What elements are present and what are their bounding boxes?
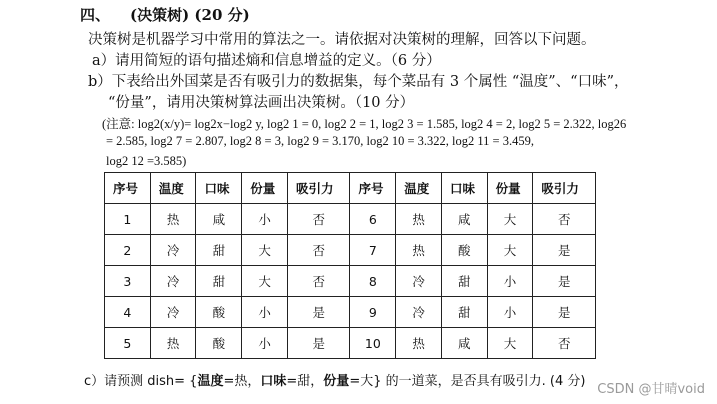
header-cell: 吸引力 (287, 173, 350, 204)
table-cell: 小 (242, 328, 288, 359)
question-b-line1: b）下表给出外国菜是否有吸引力的数据集，每个菜品有 3 个属性 “温度”、“口味”， (88, 74, 629, 90)
table-row (105, 204, 596, 235)
table-cell: 甜 (441, 266, 487, 297)
table-cell: 6 (350, 204, 396, 235)
table-cell: 冷 (150, 266, 196, 297)
header-cell: 口味 (441, 173, 487, 204)
table-row (105, 235, 596, 266)
section-heading (80, 4, 250, 25)
table-cell: 是 (287, 328, 350, 359)
header-cell: 序号 (350, 173, 396, 204)
table-cell: 否 (533, 328, 596, 359)
table-cell: 小 (487, 266, 533, 297)
value-taste: =甜， (286, 374, 324, 389)
table-header-row (105, 173, 596, 204)
table-cell: 大 (487, 328, 533, 359)
header-cell: 吸引力 (533, 173, 596, 204)
dataset-table (104, 172, 596, 359)
table-cell: 4 (105, 297, 151, 328)
table-cell: 大 (242, 235, 288, 266)
table-cell: 5 (105, 328, 151, 359)
table-cell: 是 (533, 266, 596, 297)
table-cell: 冷 (396, 266, 442, 297)
header-cell: 序号 (105, 173, 151, 204)
table-cell: 甜 (196, 266, 242, 297)
question-b-line2: “份量”，请用决策树算法画出决策树。（10 分） (108, 95, 415, 111)
table-cell: 冷 (150, 235, 196, 266)
table-cell: 热 (150, 328, 196, 359)
note-line1: (注意: log2(x/y)= log2x−log2 y, log2 1 = 0, log2 2 = 1, log2 3 = 1.585, log2 4 = 2, log2 5 = 2.322, log26 (102, 117, 627, 131)
table-row (105, 297, 596, 328)
question-c (84, 370, 585, 389)
attr-temperature: 温度 (197, 374, 224, 389)
attr-portion: 份量 (323, 374, 350, 389)
table-cell: 小 (242, 204, 288, 235)
table-cell: 大 (487, 204, 533, 235)
attr-taste: 口味 (260, 374, 287, 389)
table-row (105, 266, 596, 297)
header-cell: 温度 (150, 173, 196, 204)
table-cell: 热 (150, 204, 196, 235)
table-cell: 是 (287, 297, 350, 328)
table-cell: 3 (105, 266, 151, 297)
table-cell: 9 (350, 297, 396, 328)
table-cell: 酸 (441, 235, 487, 266)
question-a: a）请用简短的语句描述熵和信息增益的定义。（6 分） (92, 53, 441, 69)
table-cell: 否 (287, 235, 350, 266)
question-c-prefix: c）请预测 dish= { (84, 374, 198, 389)
value-temperature: =热， (223, 374, 261, 389)
header-cell: 口味 (196, 173, 242, 204)
table-cell: 热 (396, 328, 442, 359)
table-cell: 甜 (441, 297, 487, 328)
intro-text: 决策树是机器学习中常用的算法之一。请依据对决策树的理解，回答以下问题。 (88, 32, 596, 48)
table-body (105, 204, 596, 359)
section-number: 四、 (80, 6, 111, 24)
table-cell: 小 (242, 297, 288, 328)
table-cell: 热 (396, 235, 442, 266)
table-cell: 冷 (150, 297, 196, 328)
header-cell: 份量 (242, 173, 288, 204)
table-cell: 10 (350, 328, 396, 359)
table-cell: 咸 (441, 204, 487, 235)
table-cell: 2 (105, 235, 151, 266)
value-portion-and-suffix: =大} 的一道菜，是否具有吸引力. (4 分) (349, 374, 586, 389)
table-cell: 7 (350, 235, 396, 266)
table-cell: 否 (287, 204, 350, 235)
table-cell: 大 (242, 266, 288, 297)
note-line2: = 2.585, log2 7 = 2.807, log2 8 = 3, log2 9 = 3.170, log2 10 = 3.322, log2 11 = 3.459, (106, 134, 534, 148)
table-cell: 否 (533, 204, 596, 235)
header-cell: 份量 (487, 173, 533, 204)
section-title: (决策树) (20 分) (130, 6, 250, 24)
table-cell: 酸 (196, 297, 242, 328)
table-cell: 小 (487, 297, 533, 328)
table-row (105, 328, 596, 359)
table-cell: 大 (487, 235, 533, 266)
table-cell: 热 (396, 204, 442, 235)
table-cell: 冷 (396, 297, 442, 328)
table-cell: 咸 (441, 328, 487, 359)
table-cell: 是 (533, 235, 596, 266)
table-cell: 咸 (196, 204, 242, 235)
table-cell: 1 (105, 204, 151, 235)
table-cell: 甜 (196, 235, 242, 266)
header-cell: 温度 (396, 173, 442, 204)
table-cell: 否 (287, 266, 350, 297)
table-cell: 酸 (196, 328, 242, 359)
table-cell: 是 (533, 297, 596, 328)
note-line3: log2 12 =3.585) (106, 154, 187, 168)
table-cell: 8 (350, 266, 396, 297)
watermark: CSDN @甘晴void (597, 382, 705, 397)
